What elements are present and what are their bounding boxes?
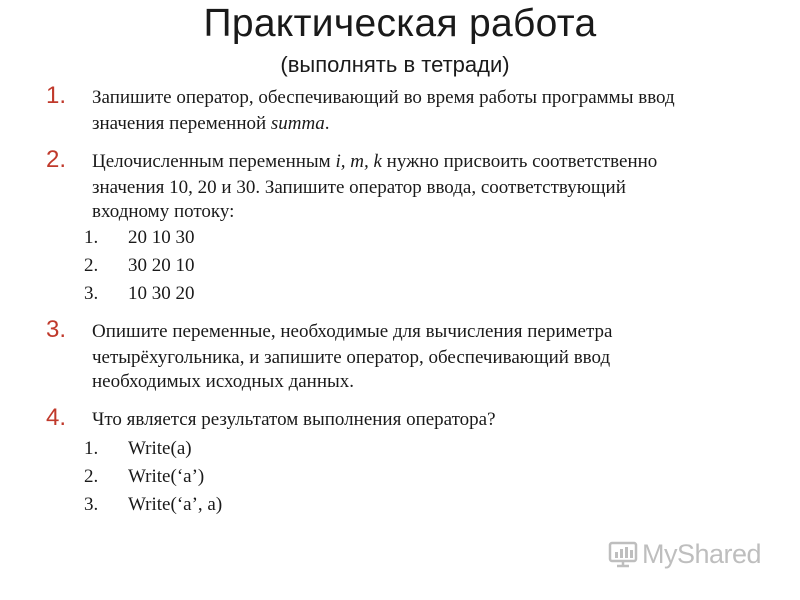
list-item: 1. Write(a)	[84, 438, 192, 459]
task-text-line: Опишите переменные, необходимые для вычисления периметра	[92, 321, 613, 342]
task-text-line: входному потоку:	[92, 201, 235, 222]
task-number: 2.	[46, 146, 67, 173]
list-item: 1. 20 10 30	[84, 227, 195, 248]
task-text-line: Что является результатом выполнения оператора?	[92, 409, 496, 430]
task-text-line: Запишите оператор, обеспечивающий во время работы программы ввод	[92, 87, 675, 108]
task-number: 4.	[46, 404, 67, 431]
page-subtitle: (выполнять в тетради)	[280, 52, 510, 77]
page-title: Практическая работа	[203, 2, 597, 45]
myshared-logo-icon	[608, 539, 638, 569]
list-item: 2. Write(‘a’)	[84, 466, 205, 487]
variable-name: summa	[270, 113, 325, 134]
task-text-line: Целочисленным переменным i, m, k нужно присвоить соответственно	[92, 151, 658, 172]
list-item: 3. 10 30 20	[84, 283, 195, 304]
list-item: 3. Write(‘a’, a)	[84, 494, 223, 515]
task-number: 1.	[46, 82, 67, 109]
task-text-line: необходимых исходных данных.	[92, 371, 355, 392]
task-text-line: четырёхугольника, и запишите оператор, обеспечивающий ввод	[92, 347, 611, 368]
task-number: 3.	[46, 316, 67, 343]
logo-text: MyShared	[642, 538, 762, 569]
list-item: 2. 30 20 10	[84, 255, 195, 276]
task-text-line: значения 10, 20 и 30. Запишите оператор ввода, соответствующий	[92, 177, 626, 198]
variable-names: i, m, k	[335, 151, 382, 172]
myshared-logo	[608, 537, 761, 571]
task-text-line: значения переменной summa.	[92, 113, 330, 134]
